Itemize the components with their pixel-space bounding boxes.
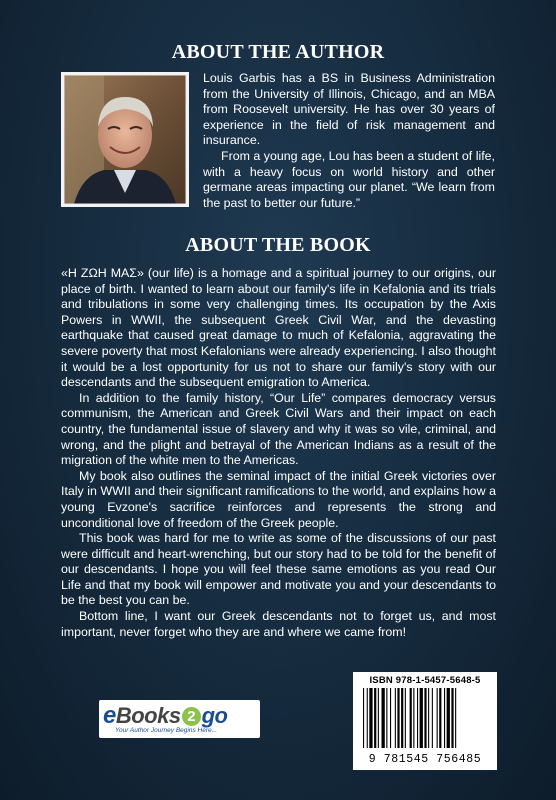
barcode-bar [437, 688, 438, 748]
author-portrait-image [64, 75, 186, 204]
barcode-bar [410, 688, 412, 748]
barcode-bar [397, 688, 399, 748]
author-heading: ABOUT THE AUTHOR [171, 41, 385, 63]
isbn-barcode [353, 672, 497, 770]
barcode-bars [361, 688, 489, 748]
book-heading: ABOUT THE BOOK [185, 234, 371, 256]
author-bio-paragraph: Louis Garbis has a BS in Business Administration from the University of Illinois, Chicago, and an MBA from Roosevelt university. He has over 30 years of experience in the field of risk management and insurance. [203, 71, 495, 148]
logo-digit-2: 2 [182, 707, 201, 726]
barcode-bar [369, 688, 372, 748]
author-photo [61, 72, 189, 207]
isbn-label: ISBN 978-1-5457-5648-5 [369, 675, 481, 686]
barcode-bar [374, 688, 376, 748]
logo-word-books: Books [115, 703, 181, 728]
author-bio-paragraph: From a young age, Lou has been a student of life, with a heavy focus on world history and other germane areas impacting our planet. “We learn from the past to better our future.” [203, 148, 495, 210]
barcode-bar [417, 688, 418, 748]
barcode-bar [455, 688, 456, 748]
barcode-bar [401, 688, 403, 748]
barcode-number: 9 781545 756485 [368, 753, 482, 766]
book-description [61, 266, 496, 640]
barcode-bar [451, 688, 453, 748]
publisher-logo-wordmark [103, 702, 253, 730]
logo-letter-e: e [103, 702, 116, 729]
barcode-bar [382, 688, 385, 748]
book-paragraph: In addition to the family history, “Our Life” compares democracy versus communism, the American and Greek Civil Wars and their impact on each country, the fundamental issue of slavery and why it was so vile, criminal, and wrong, and the plight and betrayal of the American Indians as a result of the migration of the white men to the Americas. [61, 390, 496, 468]
book-paragraph: Bottom line, I want our Greek descendants not to forget us, and most important, never forget who they are and where we came from! [61, 609, 496, 639]
barcode-bar [432, 688, 433, 748]
book-paragraph: This book was hard for me to write as some of the discussions of our past were difficult and heart-wrenching, but our story had to be told for the benefit of our descendants. I hope you will feel these same emotions as you read Our Life and that my book will empower and motivate you and your descendants to be the best you can be. [61, 531, 496, 608]
barcode-bar [428, 688, 429, 748]
barcode-bar [447, 688, 450, 748]
barcode-bar [420, 688, 423, 748]
author-bio [203, 71, 495, 211]
barcode-bar [444, 688, 445, 748]
barcode-bar [378, 688, 379, 748]
barcode-bar [363, 688, 364, 748]
barcode-bar [424, 688, 426, 748]
barcode-bar [395, 688, 396, 748]
barcode-bar [386, 688, 387, 748]
barcode-bar [405, 688, 406, 748]
barcode-bar [413, 688, 414, 748]
barcode-bar [390, 688, 391, 748]
barcode-bar [367, 688, 368, 748]
logo-word-go: go [201, 703, 228, 728]
book-paragraph: My book also outlines the seminal impact of the initial Greek victories over Italy in WWII and their significant ramifications to the world, and explains how a young Evzone's sacrifice reinforces and represents the strong and unconditional love of freedom of the Greek people. [61, 468, 496, 530]
publisher-logo [99, 700, 260, 738]
barcode-bar [439, 688, 441, 748]
book-paragraph: «Η ΖΩΗ ΜΑΣ» (our life) is a homage and a spiritual journey to our origins, our place of birth. I wanted to learn about our family's life in Kefalonia and its trials and tribulations in some very challenging times. Its occupation by the Axis Powers in WWII, the subsequent Greek Civil War, and the devasting earthquake that caused great damage to much of Kefalonia, aggravating the severe poverty that most Kefalonians were already experiencing. I also thought it would be a lost opportunity for us not to share our family's story with our descendants and the subsequent emigration to America. [61, 266, 496, 390]
publisher-tagline: Your Author Journey Begins Here... [115, 727, 218, 734]
